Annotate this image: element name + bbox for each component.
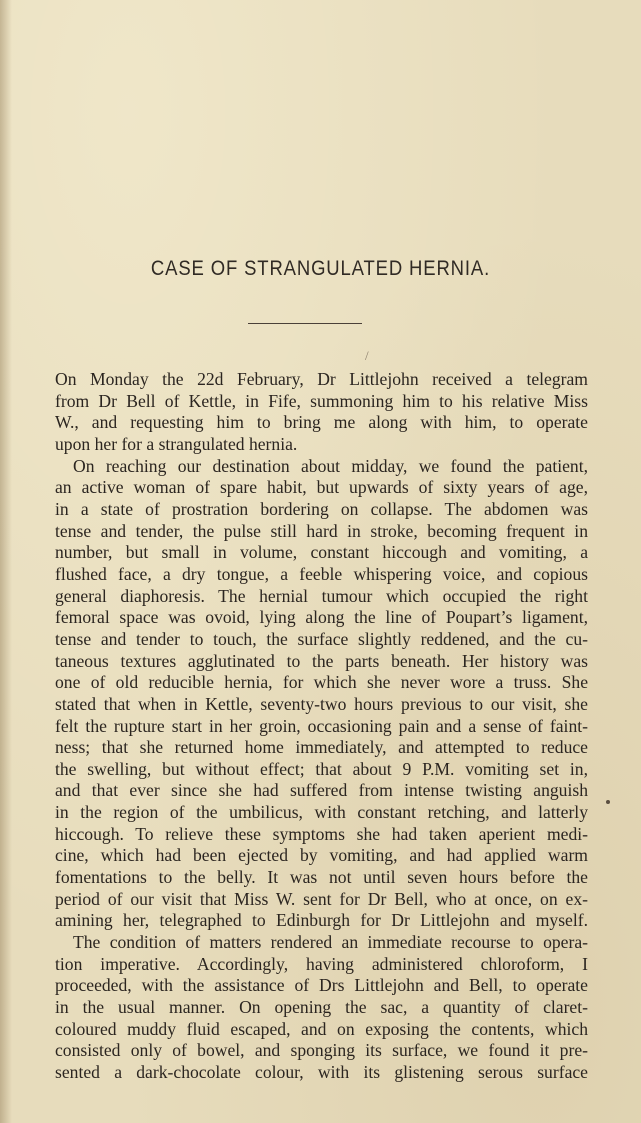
- text-line: On Monday the 22d February, Dr Littlejohn received a telegram: [55, 369, 588, 389]
- text-line: W., and requesting him to bring me along with him, to operate: [55, 412, 588, 433]
- text-line: felt the rupture start in her groin, occasioning pain and a sense of faint-: [55, 715, 588, 736]
- text-line: fomentations to the belly. It was not until seven hours before the: [55, 867, 588, 888]
- text-line: upon her for a strangulated hernia.: [55, 433, 298, 454]
- text-line: tense and tender to touch, the surface slightly reddened, and the cu-: [55, 628, 588, 649]
- text-line: femoral space was ovoid, lying along the line of Poupart’s ligament,: [55, 607, 588, 628]
- text-line: in the usual manner. On opening the sac, a quantity of claret-: [55, 997, 588, 1018]
- text-line: period of our visit that Miss W. sent for Dr Bell, who at once, on ex-: [55, 888, 588, 909]
- text-line: and that ever since she had suffered from intense twisting anguish: [55, 780, 588, 801]
- text-line: consisted only of bowel, and sponging its surface, we found it pre-: [55, 1040, 588, 1061]
- ink-speck: [606, 800, 610, 804]
- text-line: in the region of the umbilicus, with constant retching, and latterly: [55, 802, 588, 823]
- text-line: sented a dark-chocolate colour, with its glistening serous surface: [55, 1062, 588, 1082]
- text-line: an active woman of spare habit, but upwards of sixty years of age,: [55, 477, 588, 498]
- text-line: hiccough. To relieve these symptoms she had taken aperient medi-: [55, 823, 588, 844]
- text-line: the swelling, but without effect; that about 9 P.M. vomiting set in,: [55, 758, 588, 779]
- text-line: The condition of matters rendered an immediate recourse to opera-: [73, 932, 588, 953]
- page-edge-shadow: [0, 0, 12, 1123]
- text-line: taneous textures agglutinated to the parts beneath. Her history was: [55, 650, 588, 671]
- text-line: in a state of prostration bordering on collapse. The abdomen was: [55, 498, 588, 519]
- title-rule: [248, 323, 362, 324]
- text-line: proceeded, with the assistance of Drs Littlejohn and Bell, to operate: [55, 975, 588, 996]
- text-line: one of old reducible hernia, for which she never wore a truss. She: [55, 672, 588, 693]
- page-title: CASE OF STRANGULATED HERNIA.: [150, 256, 491, 280]
- text-line: amining her, telegraphed to Edinburgh for Dr Littlejohn and myself.: [55, 910, 588, 931]
- text-line: On reaching our destination about midday, we found the patient,: [73, 455, 588, 476]
- text-line: tion imperative. Accordingly, having administered chloroform, I: [55, 953, 588, 974]
- text-line: number, but small in volume, constant hiccough and vomiting, a: [55, 542, 588, 563]
- text-line: coloured muddy fluid escaped, and on exposing the contents, which: [55, 1018, 588, 1039]
- text-line: cine, which had been ejected by vomiting, and had applied warm: [55, 845, 588, 866]
- text-line: ness; that she returned home immediately, and attempted to reduce: [55, 737, 588, 758]
- text-line: from Dr Bell of Kettle, in Fife, summoning him to his relative Miss: [55, 390, 588, 411]
- text-line: tense and tender, the pulse still hard in stroke, becoming frequent in: [55, 520, 588, 541]
- text-line: general diaphoresis. The hernial tumour which occupied the right: [55, 585, 588, 606]
- text-line: stated that when in Kettle, seventy-two hours previous to our visit, she: [55, 693, 588, 714]
- ornament-mark: /: [365, 348, 369, 363]
- text-line: flushed face, a dry tongue, a feeble whispering voice, and copious: [55, 563, 588, 584]
- body-text: [55, 369, 588, 1084]
